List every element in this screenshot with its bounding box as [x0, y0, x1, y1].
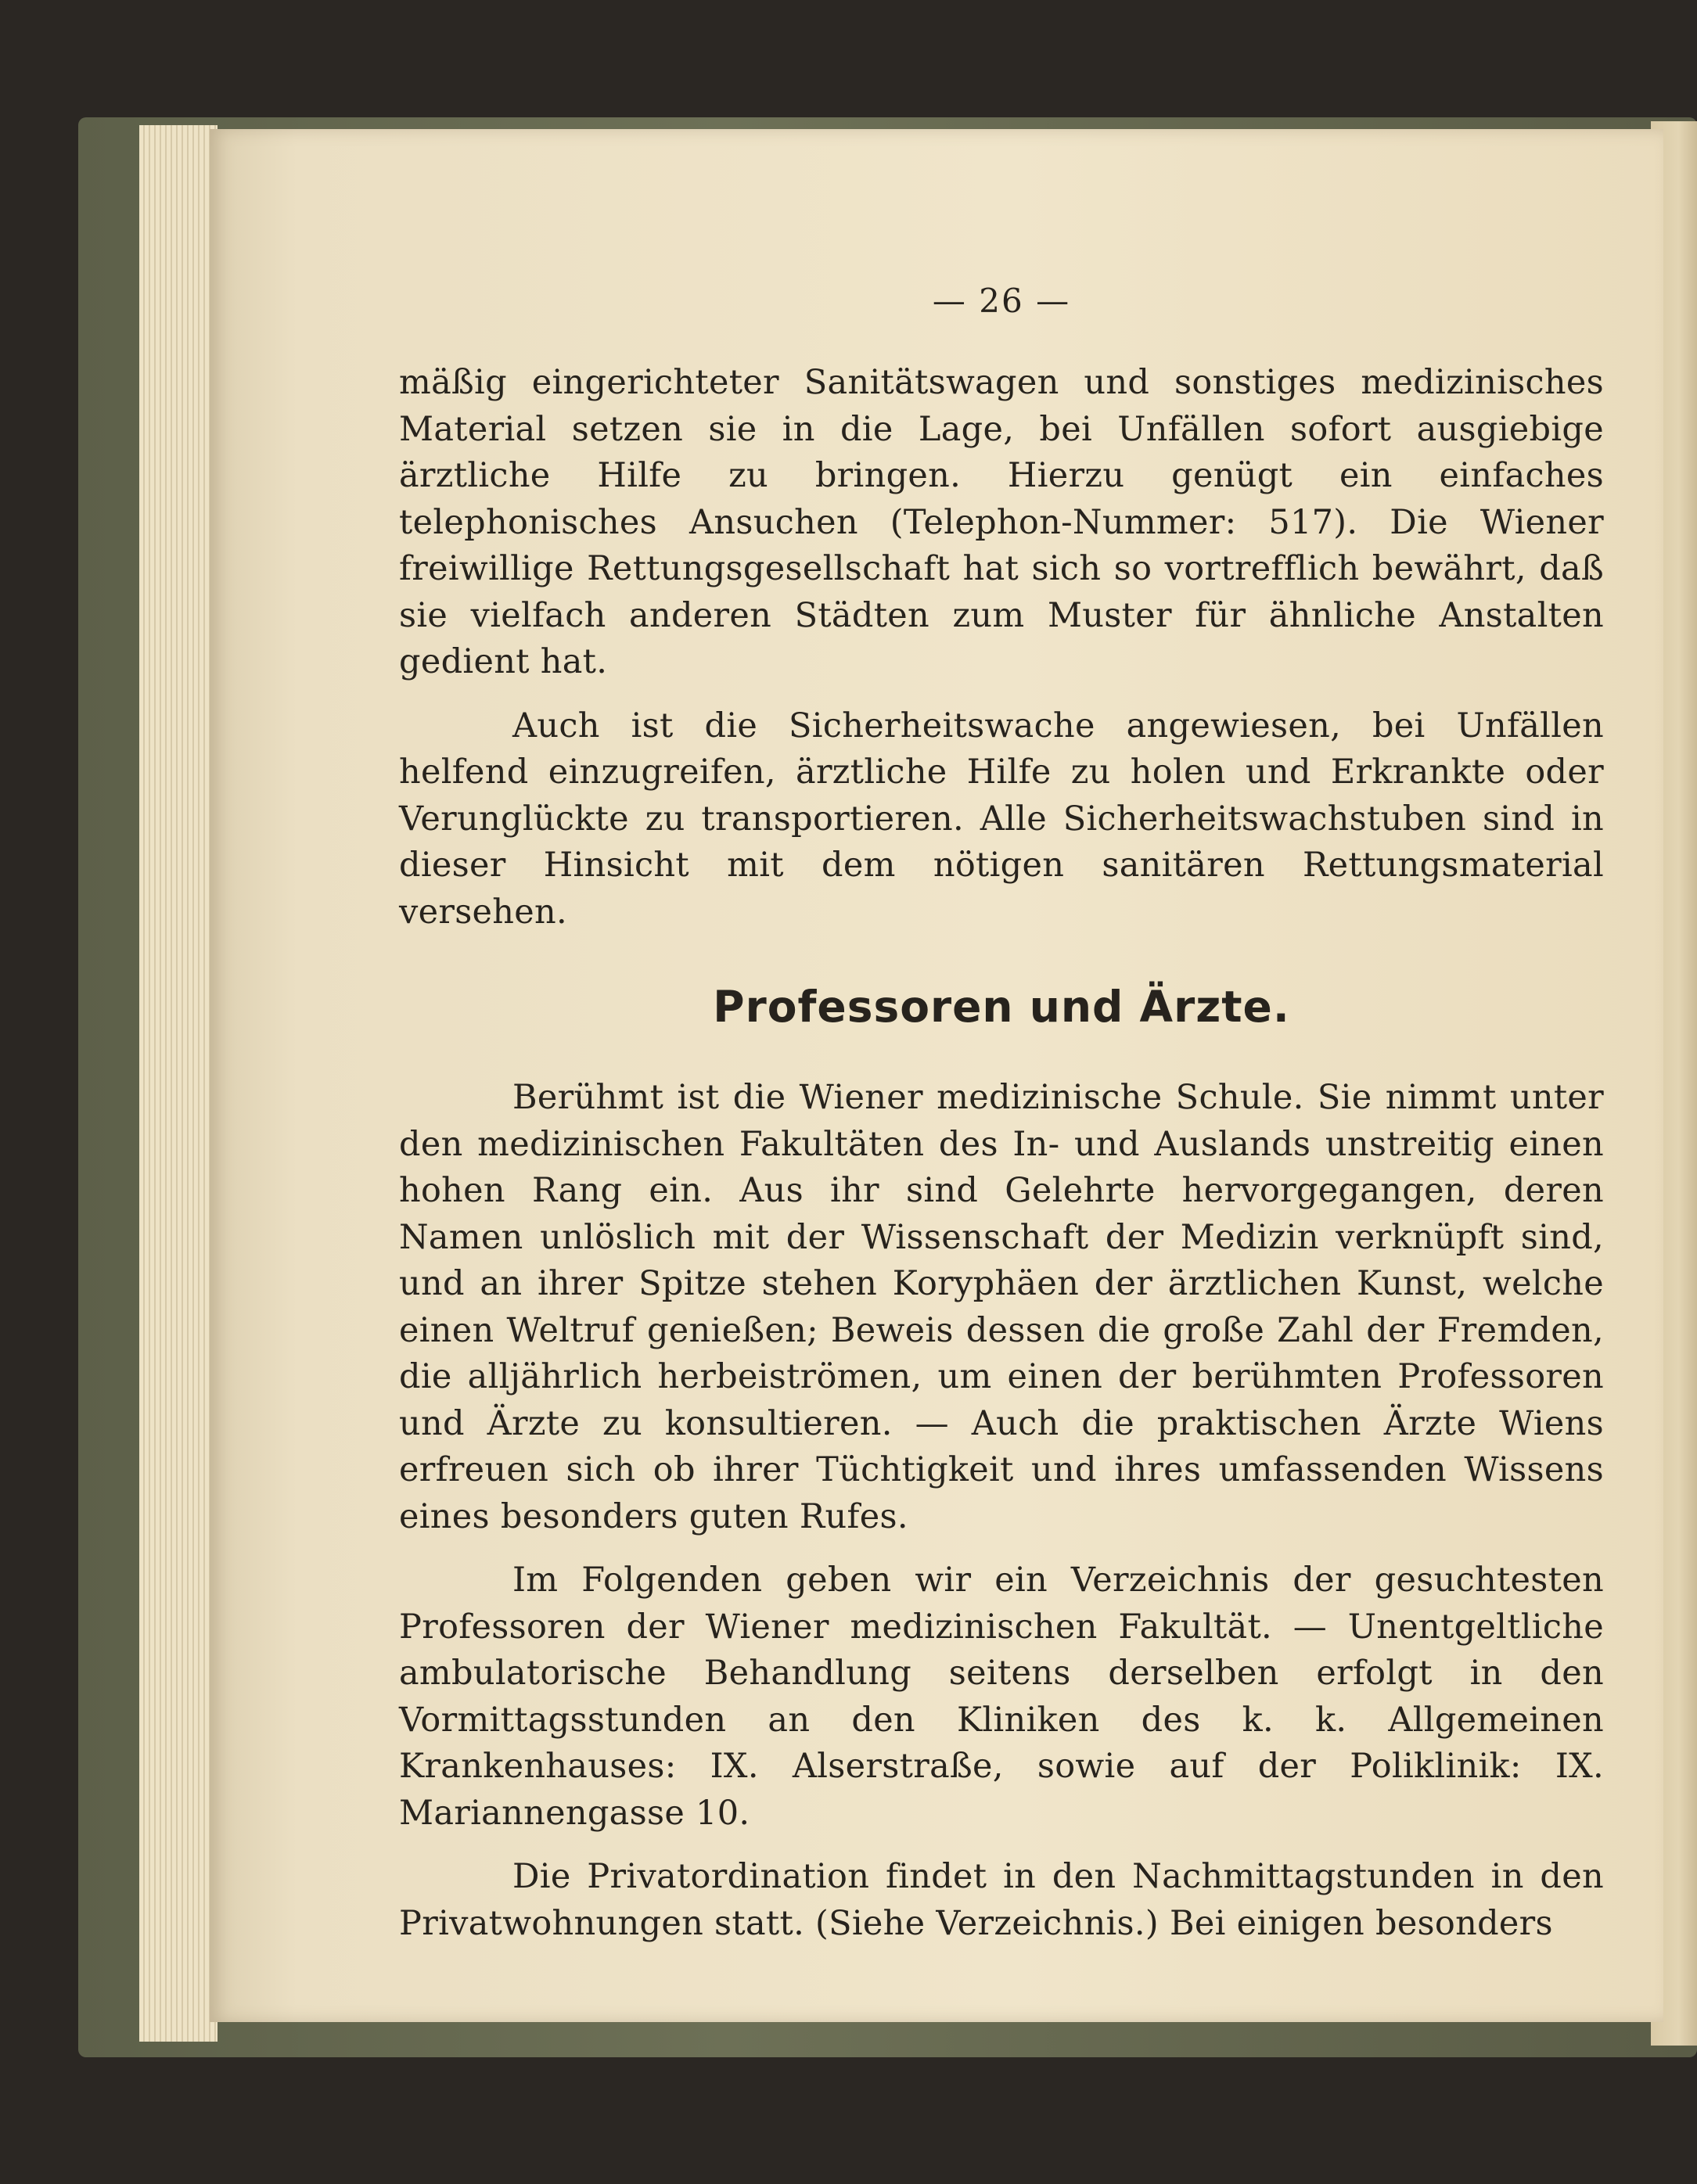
section-heading: Professoren und Ärzte. [713, 982, 1290, 1032]
paragraph-police-assistance: Auch ist die Sicherheitswache angewiesen, bei Unfällen helfend einzugreifen, ärztliche Hilfe zu holen und Erkrankte oder Verunglückte zu transportieren. Alle Sicherheitswachstuben sind in dieser Hinsicht mit dem nötigen sanitären Rettungsmaterial versehen. [399, 706, 1604, 932]
page-edges [139, 125, 218, 2042]
paragraph-medical-school: Berühmt ist die Wiener medizinische Schule. Sie nimmt unter den medizinischen Fakultäten des In- und Auslands unstreitig einen hohen Rang ein. Aus ihr sind Gelehrte hervorgegangen, deren Namen unlöslich mit der Wissenschaft der Medizin verknüpft sind, und an ihrer Spitze stehen Koryphäen der ärztlichen Kunst, welche einen Weltruf genießen; Beweis dessen die große Zahl der Fremden, die alljährlich herbeiströmen, um einen der berühmten Professoren und Ärzte zu konsultieren. — Auch die praktischen Ärzte Wiens erfreuen sich ob ihrer Tüchtigkeit und ihres umfassenden Wissens eines besonders guten Rufes. [399, 1078, 1604, 1536]
page-text-block [399, 282, 1604, 1947]
paragraph-ambulance-continued: mäßig eingerichteter Sanitätswagen und sonstiges medizinisches Material setzen sie in die Lage, bei Unfällen sofort ausgiebige ärztliche Hilfe zu bringen. Hierzu genügt ein einfaches telephonisches Ansuchen (Telephon-Nummer: 517). Die Wiener freiwillige Rettungsgesellschaft hat sich so vortrefflich bewährt, daß sie vielfach anderen Städten zum Muster für ähnliche Anstalten gedient hat. [399, 363, 1604, 681]
paragraph-professor-list-intro: Im Folgenden geben wir ein Verzeichnis der gesuchtesten Professoren der Wiener medizinischen Fakultät. — Unentgeltliche ambulatorische Behandlung seitens derselben erfolgt in den Vormittagsstunden an den Kliniken des k. k. Allgemeinen Krankenhauses: IX. Alserstraße, sowie auf der Poliklinik: IX. Mariannengasse 10. [399, 1561, 1604, 1833]
page-number: — 26 — [932, 282, 1071, 320]
paragraph-private-practice: Die Privatordination findet in den Nachmittagstunden in den Privatwohnungen statt. (Siehe Verzeichnis.) Bei einigen besonders [399, 1857, 1604, 1943]
